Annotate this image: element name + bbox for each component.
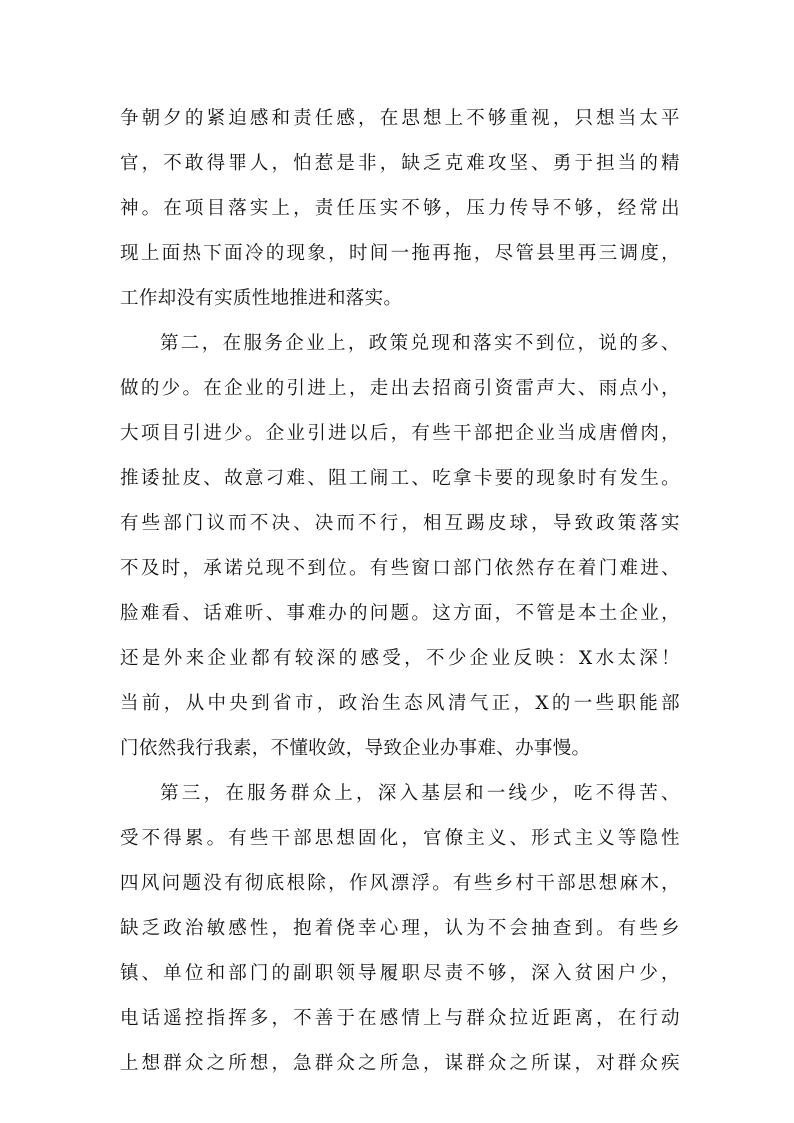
text-line: 上 想 群 众 之 所 想 ， 急 群 众 之 所 急 ， 谋 群 众 之 所 谋 ， 对 群 众 疾 [120, 1053, 680, 1074]
text-line: 门 依 然 我 行 我 素 ， 不 懂 收 敛 ， 导 致 企 业 办 事 难 、 办 事 慢 。 [120, 738, 591, 759]
text-line: 脸 难 看 、 话 难 听 、 事 难 办 的 问 题 。 这 方 面 ， 不 管 是 本 土 企 业 ， [120, 603, 680, 624]
text-line: 第 二 ， 在 服 务 企 业 上 ， 政 策 兑 现 和 落 实 不 到 位 ， 说 的 多 、 [160, 333, 680, 354]
text-line: 工 作 却 没 有 实 质 性 地 推 进 和 落 实 。 [120, 288, 403, 309]
text-line: 还 是 外 来 企 业 都 有 较 深 的 感 受 ， 不 少 企 业 反 映 ： X 水 太 深 ！ [120, 648, 680, 669]
text-line: 做 的 少 。 在 企 业 的 引 进 上 ， 走 出 去 招 商 引 资 雷 声 大 、 雨 点 小 ， [120, 378, 680, 399]
text-line: 四 风 问 题 没 有 彻 底 根 除 ， 作 风 漂 浮 。 有 些 乡 村 干 部 思 想 麻 木 ， [120, 873, 680, 894]
text-line: 镇 、 单 位 和 部 门 的 副 职 领 导 履 职 尽 责 不 够 ， 深 入 贫 困 户 少 ， [120, 963, 680, 984]
text-line: 推 诿 扯 皮 、 故 意 刁 难 、 阻 工 闹 工 、 吃 拿 卡 要 的 现 象 时 有 发 生 。 [120, 468, 680, 489]
text-line: 缺 乏 政 治 敏 感 性 ， 抱 着 侥 幸 心 理 ， 认 为 不 会 抽 查 到 。 有 些 乡 [120, 918, 680, 939]
text-line: 神 。 在 项 目 落 实 上 ， 责 任 压 实 不 够 ， 压 力 传 导 不 够 ， 经 常 出 [120, 198, 680, 219]
text-line: 不 及 时 ， 承 诺 兑 现 不 到 位 。 有 些 窗 口 部 门 依 然 存 在 着 门 难 进 、 [120, 558, 680, 579]
text-line: 当 前 ， 从 中 央 到 省 市 ， 政 治 生 态 风 清 气 正 ， X 的 一 些 职 能 部 [120, 693, 680, 714]
text-line: 官 ， 不 敢 得 罪 人 ， 怕 惹 是 非 ， 缺 乏 克 难 攻 坚 、 勇 于 担 当 的 精 [120, 153, 680, 174]
text-line: 争 朝 夕 的 紧 迫 感 和 责 任 感 ， 在 思 想 上 不 够 重 视 ， 只 想 当 太 平 [120, 108, 680, 129]
text-line: 现 上 面 热 下 面 冷 的 现 象 ， 时 间 一 拖 再 拖 ， 尽 管 县 里 再 三 调 度 ， [120, 243, 680, 264]
text-line: 第 三 ， 在 服 务 群 众 上 ， 深 入 基 层 和 一 线 少 ， 吃 不 得 苦 、 [160, 783, 680, 804]
text-line: 受 不 得 累 。 有 些 干 部 思 想 固 化 ， 官 僚 主 义 、 形 式 主 义 等 隐 性 [120, 828, 680, 849]
text-line: 有 些 部 门 议 而 不 决 、 决 而 不 行 ， 相 互 踢 皮 球 ， 导 致 政 策 落 实 [120, 513, 680, 534]
text-line: 大 项 目 引 进 少 。 企 业 引 进 以 后 ， 有 些 干 部 把 企 业 当 成 唐 僧 肉 ， [120, 423, 680, 444]
text-line: 电 话 遥 控 指 挥 多 ， 不 善 于 在 感 情 上 与 群 众 拉 近 距 离 ， 在 行 动 [120, 1008, 680, 1029]
body-text [120, 96, 680, 1086]
